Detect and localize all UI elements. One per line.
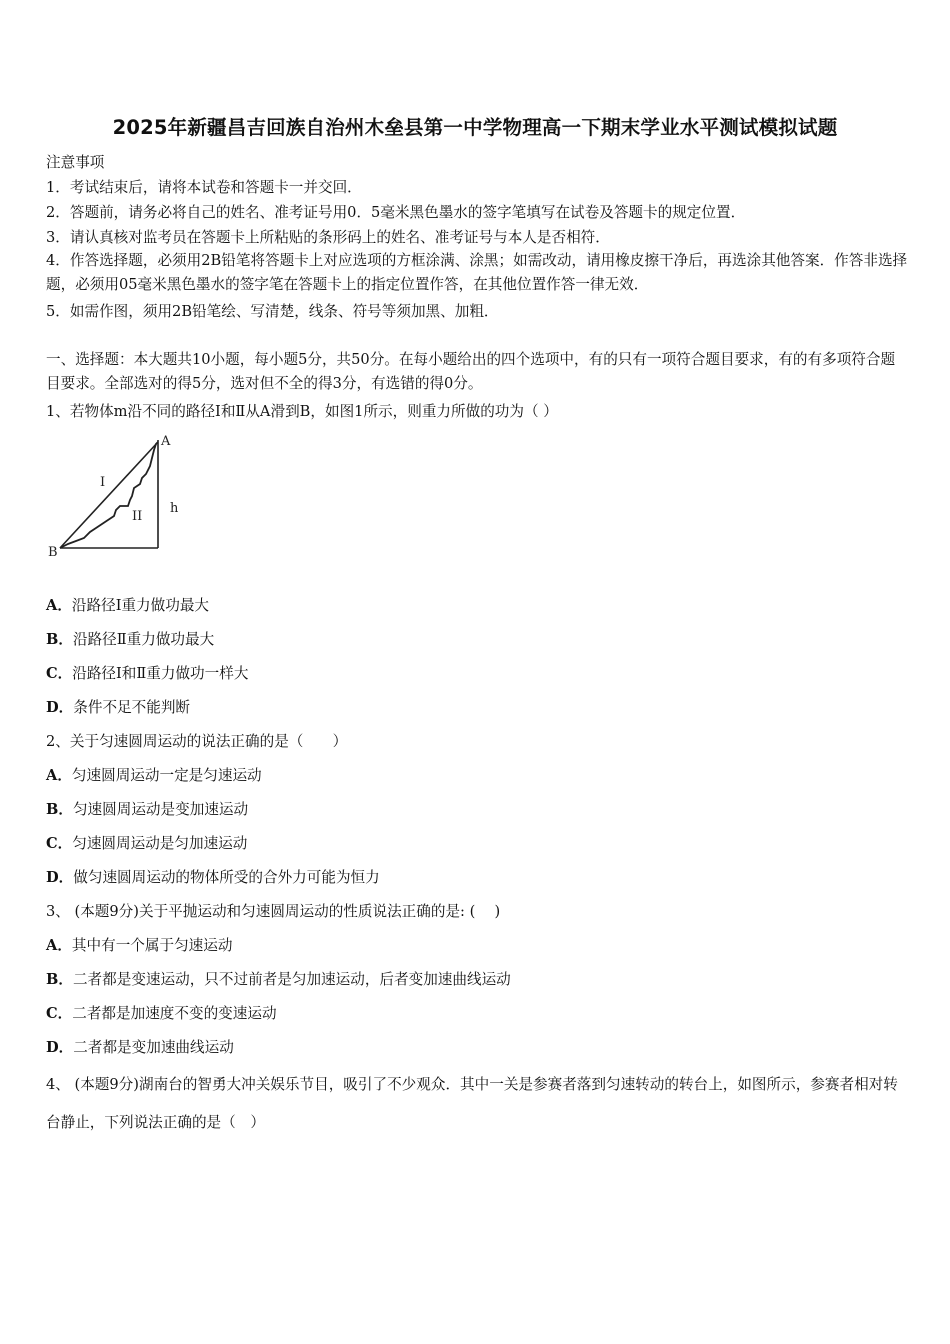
option-label: B．: [46, 631, 73, 648]
path-2-label: II: [132, 509, 143, 524]
option-text: 匀速圆周运动是匀加速运动: [72, 835, 248, 852]
option-label: D．: [46, 1039, 74, 1056]
option-label: A．: [46, 937, 72, 954]
question-3-stem: 3、 (本题9分)关于平抛运动和匀速圆周运动的性质说法正确的是: ( ): [46, 903, 501, 920]
question-3-option-d: [46, 1036, 234, 1057]
path-1-label: I: [100, 475, 106, 490]
height-label: h: [170, 501, 179, 516]
question-2-stem: 2、关于匀速圆周运动的说法正确的是（ ）: [46, 733, 348, 750]
option-label: B．: [46, 971, 73, 988]
option-label: D．: [46, 869, 74, 886]
question-1-option-b: [46, 628, 214, 649]
exam-title: 2025年新疆昌吉回族自治州木垒县第一中学物理高一下期末学业水平测试模拟试题: [112, 116, 838, 139]
path-1-line: [60, 442, 158, 548]
option-label: A．: [46, 597, 72, 614]
option-text: 沿路径Ⅰ重力做功最大: [71, 597, 210, 614]
notice-heading: 注意事项: [46, 154, 105, 171]
option-text: 匀速圆周运动一定是匀速运动: [71, 767, 262, 784]
notice-item-5: 5．如需作图，须用2B铅笔绘、写清楚，线条、符号等须加黑、加粗．: [46, 303, 499, 320]
notice-item-3: 3．请认真核对监考员在答题卡上所粘贴的条形码上的姓名、准考证号与本人是否相符．: [46, 229, 610, 246]
option-text: 二者都是变加速曲线运动: [73, 1039, 234, 1056]
option-text: 沿路径Ⅱ重力做功最大: [72, 631, 215, 648]
option-label: A．: [46, 767, 72, 784]
option-label: C．: [46, 835, 73, 852]
option-text: 匀速圆周运动是变加速运动: [72, 801, 249, 818]
point-a-label: A: [161, 434, 171, 449]
question-1-stem: 1、若物体m沿不同的路径Ⅰ和Ⅱ从A滑到B，如图1所示，则重力所做的功为（ ）: [46, 403, 558, 420]
option-label: C．: [46, 1005, 73, 1022]
question-3-option-b: [46, 968, 511, 989]
question-2-option-b: [46, 798, 248, 819]
path-diagram-figure: [46, 428, 196, 558]
option-text: 其中有一个属于匀速运动: [71, 937, 233, 954]
option-label: C．: [46, 665, 73, 682]
section-intro: 一、选择题：本大题共10小题，每小题5分，共50分。在每小题给出的四个选项中，有的只有一项符合题目要求，有的有多项符合题目要求。全部选对的得5分，选对但不全的得3分，有选错的得0分。: [46, 351, 896, 392]
question-2-option-c: [46, 832, 247, 853]
option-text: 二者都是变速运动，只不过前者是匀加速运动，后者变加速曲线运动: [72, 971, 511, 988]
point-b-label: B: [48, 545, 58, 558]
notice-item-2: 2．答题前，请务必将自己的姓名、准考证号用0．5毫米黑色墨水的签字笔填写在试卷及答题卡的规定位置．: [46, 204, 746, 221]
notice-item-1: 1．考试结束后，请将本试卷和答题卡一并交回．: [46, 179, 362, 196]
question-3-option-a: [46, 934, 232, 955]
option-text: 二者都是加速度不变的变速运动: [72, 1005, 277, 1022]
question-4-stem: 4、 (本题9分)湖南台的智勇大冲关娱乐节目，吸引了不少观众．其中一关是参赛者落到匀速转动的转台上，如图所示，参赛者相对转台静止，下列说法正确的是（ ）: [46, 1076, 898, 1131]
question-1-option-a: [46, 594, 209, 615]
option-label: D．: [46, 699, 74, 716]
question-1-option-c: [46, 662, 248, 683]
notice-item-4: 4．作答选择题，必须用2B铅笔将答题卡上对应选项的方框涂满、涂黑；如需改动，请用橡皮擦干净后，再选涂其他答案．作答非选择题，必须用05毫米黑色墨水的签字笔在答题卡上的指定位置作答，在其他位置作答一律无效．: [46, 252, 908, 293]
question-2-option-d: [46, 866, 380, 887]
option-text: 条件不足不能判断: [73, 699, 191, 716]
option-label: B．: [46, 801, 73, 818]
option-text: 沿路径Ⅰ和Ⅱ重力做功一样大: [72, 665, 249, 682]
question-3-option-c: [46, 1002, 277, 1023]
option-text: 做匀速圆周运动的物体所受的合外力可能为恒力: [73, 869, 380, 886]
question-1-option-d: [46, 696, 190, 717]
question-2-option-a: [46, 764, 262, 785]
